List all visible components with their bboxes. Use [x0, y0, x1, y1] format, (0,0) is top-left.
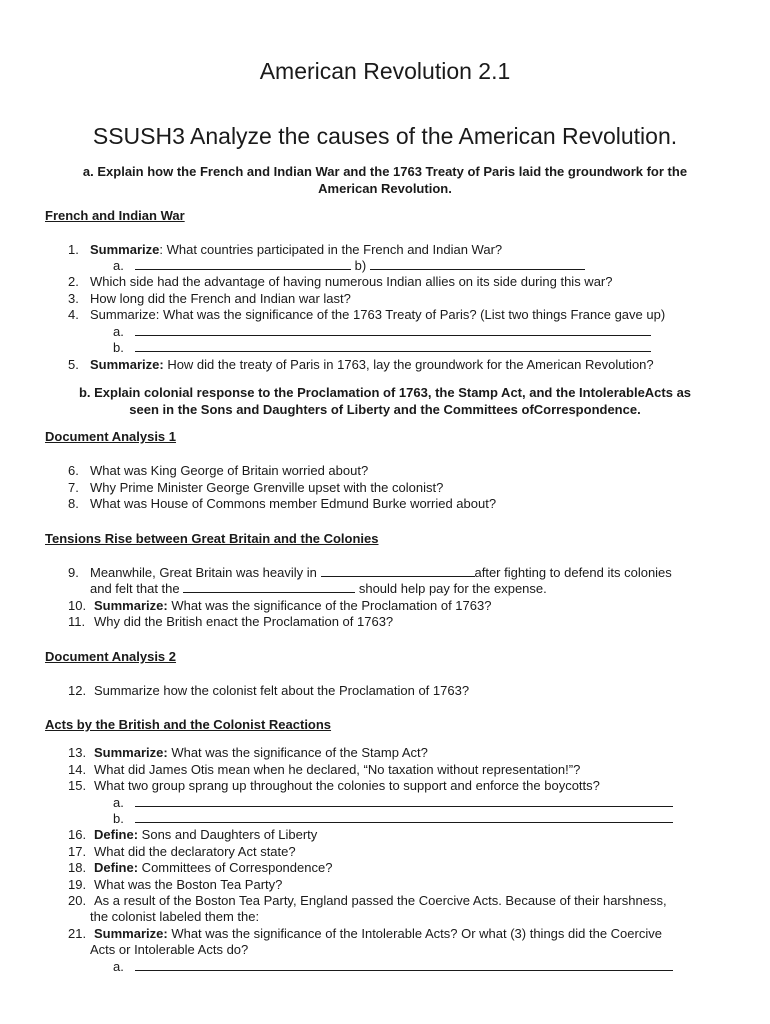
answer-blank[interactable]	[183, 581, 355, 593]
answer-blank[interactable]	[370, 258, 585, 270]
question-4-answer-a: a.	[113, 324, 651, 340]
answer-blank[interactable]	[135, 324, 651, 336]
answer-blank[interactable]	[135, 959, 673, 971]
question-14: 14. What did James Otis mean when he declared, “No taxation without representation!”?	[68, 762, 581, 777]
question-17: 17. What did the declaratory Act state?	[68, 844, 296, 859]
question-15: 15. What two group sprang up throughout the colonies to support and enforce the boycotts?	[68, 778, 600, 793]
question-4-answer-b: b.	[113, 340, 651, 356]
question-9: 9. Meanwhile, Great Britain was heavily in after fighting to defend its colonies	[68, 565, 672, 580]
page-subtitle: SSUSH3 Analyze the causes of the American Revolution.	[92, 123, 678, 149]
question-4: 4. Summarize: What was the significance of the 1763 Treaty of Paris? (List two things France gave up)	[68, 307, 666, 322]
question-15-answer-b: b.	[113, 811, 673, 827]
answer-blank[interactable]	[135, 340, 651, 352]
answer-blank[interactable]	[135, 258, 351, 270]
question-2: 2. Which side had the advantage of having numerous Indian allies on its side during this war?	[68, 274, 613, 289]
question-21-continued: Acts or Intolerable Acts do?	[90, 942, 249, 957]
question-13: 13. Summarize: What was the significance of the Stamp Act?	[68, 745, 428, 760]
question-5: 5. Summarize: How did the treaty of Paris in 1763, lay the groundwork for the American Revolution?	[68, 357, 654, 372]
answer-blank[interactable]	[321, 565, 475, 577]
question-6: 6. What was King George of Britain worried about?	[68, 463, 369, 478]
question-20: 20. As a result of the Boston Tea Party, England passed the Coercive Acts. Because of their harshness,	[68, 893, 667, 908]
question-21-answer-a: a.	[113, 959, 673, 975]
question-19: 19. What was the Boston Tea Party?	[68, 877, 283, 892]
section-tensions-rise: Tensions Rise between Great Britain and the Colonies	[45, 531, 379, 546]
standard-b: b. Explain colonial response to the Proclamation of 1763, the Stamp Act, and the IntolerableActs as seen in the Sons and Daughters of Liberty and the Committees ofCorrespondence.	[78, 385, 692, 417]
question-8: 8. What was House of Commons member Edmund Burke worried about?	[68, 496, 497, 511]
question-10: 10. Summarize: What was the significance of the Proclamation of 1763?	[68, 598, 492, 613]
answer-blank[interactable]	[135, 811, 673, 823]
question-1: 1. Summarize: What countries participated in the French and Indian War?	[68, 242, 503, 257]
section-document-analysis-1: Document Analysis 1	[45, 429, 177, 444]
question-3: 3. How long did the French and Indian war last?	[68, 291, 351, 306]
section-acts-by-british: Acts by the British and the Colonist Reactions	[45, 717, 332, 732]
question-16: 16. Define: Sons and Daughters of Liberty	[68, 827, 318, 842]
question-21: 21. Summarize: What was the significance of the Intolerable Acts? Or what (3) things did the Coercive	[68, 926, 662, 941]
question-11: 11. Why did the British enact the Proclamation of 1763?	[68, 614, 394, 629]
question-7: 7. Why Prime Minister George Grenville upset with the colonist?	[68, 480, 444, 495]
question-12: 12. Summarize how the colonist felt about the Proclamation of 1763?	[68, 683, 470, 698]
question-9-continued: and felt that the should help pay for the expense.	[90, 581, 547, 596]
answer-blank[interactable]	[135, 795, 673, 807]
question-18: 18. Define: Committees of Correspondence?	[68, 860, 333, 875]
question-20-continued: the colonist labeled them the:	[90, 909, 260, 924]
page-title: American Revolution 2.1	[259, 58, 511, 84]
section-french-indian-war: French and Indian War	[45, 208, 185, 223]
question-1-answers: a. b)	[113, 258, 585, 274]
section-document-analysis-2: Document Analysis 2	[45, 649, 177, 664]
question-15-answer-a: a.	[113, 795, 673, 811]
standard-a: a. Explain how the French and Indian War and the 1763 Treaty of Paris laid the groundwork for the American Revolution.	[82, 164, 688, 196]
